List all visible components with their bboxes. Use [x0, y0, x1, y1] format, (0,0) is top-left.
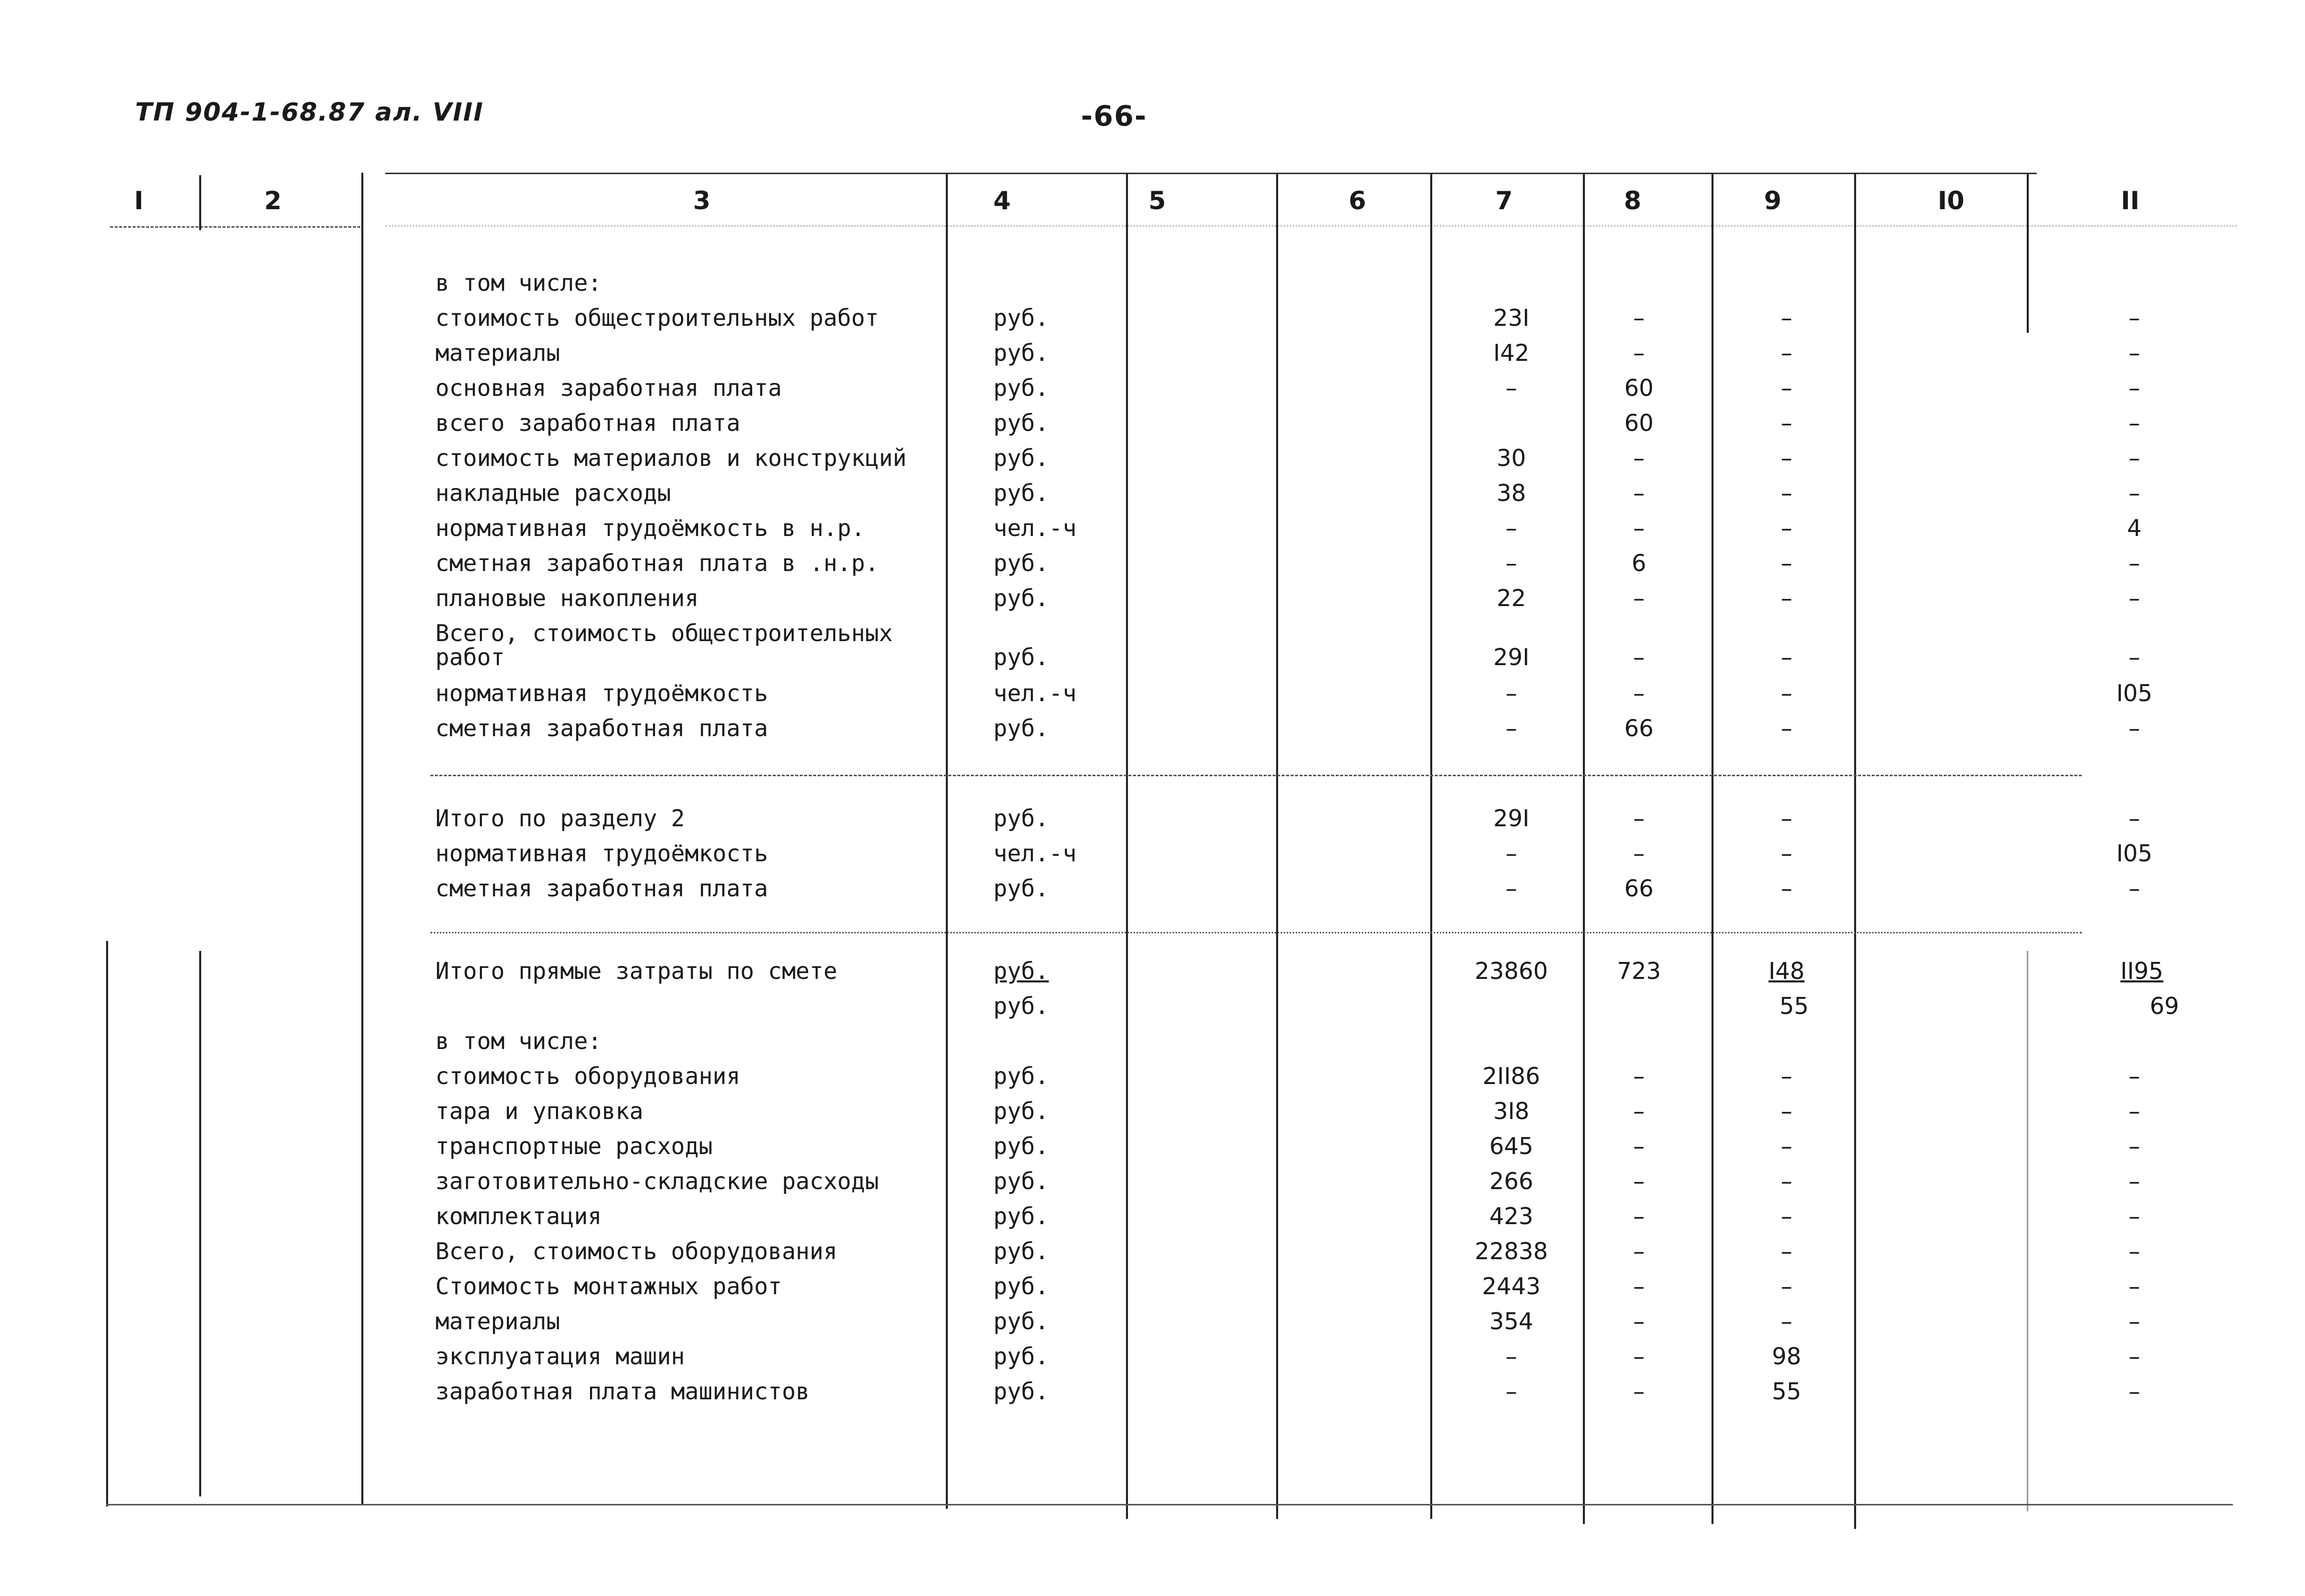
- item-name: в том числе:: [435, 1027, 602, 1054]
- table-row: [0, 1304, 2305, 1339]
- table-row: [0, 335, 2305, 370]
- value-col-9: –: [1781, 374, 1793, 401]
- value-col-9: –: [1781, 875, 1793, 902]
- value-col-11: –: [2128, 1273, 2140, 1300]
- item-name: накладные расходы: [435, 479, 671, 506]
- item-name: нормативная трудоёмкость: [435, 680, 768, 707]
- item-name: комплектация: [435, 1203, 602, 1230]
- value-col-8: 723: [1617, 957, 1661, 984]
- item-name: стоимость оборудования: [435, 1062, 741, 1090]
- item-unit: руб.: [993, 1062, 1049, 1090]
- value-col-9: –: [1781, 1203, 1793, 1230]
- item-name-line-2: работ: [435, 644, 505, 671]
- item-name: плановые накопления: [435, 585, 699, 612]
- item-name: Итого прямые затраты по смете: [435, 957, 838, 984]
- value-col-8: 6: [1631, 550, 1646, 577]
- item-name: в том числе:: [435, 269, 602, 296]
- value-col-9-denominator: 55: [1779, 992, 1809, 1019]
- value-col-11: –: [2128, 339, 2140, 366]
- item-unit: руб.: [993, 1343, 1049, 1370]
- value-col-7: 30: [1496, 444, 1526, 471]
- value-col-11: –: [2128, 304, 2140, 331]
- item-name: сметная заработная плата: [435, 715, 768, 742]
- page-number: -66-: [1081, 100, 1147, 133]
- value-col-9: –: [1781, 444, 1793, 471]
- value-col-7: 3I8: [1493, 1098, 1530, 1125]
- item-unit: руб.: [993, 805, 1049, 832]
- value-col-8: –: [1633, 585, 1645, 612]
- value-col-7: –: [1505, 1378, 1517, 1405]
- value-col-11: –: [2128, 1133, 2140, 1160]
- document-code: ТП 904-1-68.87 ал. VIII: [135, 98, 484, 127]
- header-rule: [385, 225, 2237, 227]
- value-col-8: 66: [1624, 875, 1654, 902]
- value-col-8: –: [1633, 1308, 1645, 1335]
- value-col-11: –: [2128, 585, 2140, 612]
- item-name: нормативная трудоёмкость: [435, 840, 768, 867]
- item-unit: руб.: [993, 715, 1049, 742]
- value-col-7: 2II86: [1482, 1062, 1540, 1090]
- value-col-8: –: [1633, 444, 1645, 471]
- separator-after-section-total: [430, 932, 2082, 933]
- value-col-11: I05: [2116, 840, 2153, 867]
- item-unit: руб.: [993, 644, 1049, 671]
- item-unit: руб.: [993, 304, 1049, 331]
- value-col-8: –: [1633, 1062, 1645, 1090]
- table-row: [0, 1199, 2305, 1234]
- value-col-9: –: [1781, 644, 1793, 671]
- value-col-9: –: [1781, 680, 1793, 707]
- item-name: транспортные расходы: [435, 1133, 713, 1160]
- column-header-2: 2: [264, 186, 282, 215]
- table-row: [0, 265, 2305, 300]
- value-col-9: –: [1781, 805, 1793, 832]
- value-col-8: –: [1633, 840, 1645, 867]
- item-name: эксплуатация машин: [435, 1343, 685, 1370]
- value-col-8: 60: [1624, 374, 1654, 401]
- column-header-6: 6: [1349, 186, 1366, 215]
- value-col-9: –: [1781, 304, 1793, 331]
- item-name: основная заработная плата: [435, 374, 782, 401]
- value-col-8: 66: [1624, 715, 1654, 742]
- column-header-8: 8: [1624, 186, 1641, 215]
- value-col-11: –: [2128, 550, 2140, 577]
- table-row: [0, 1374, 2305, 1409]
- item-name: Итого по разделу 2: [435, 805, 685, 832]
- value-col-8: –: [1633, 479, 1645, 506]
- item-unit: руб.: [993, 374, 1049, 401]
- value-col-9: –: [1781, 1098, 1793, 1125]
- value-col-11: –: [2128, 1378, 2140, 1405]
- table-row: [0, 300, 2305, 335]
- item-name: стоимость материалов и конструкций: [435, 444, 907, 471]
- value-col-8: –: [1633, 1168, 1645, 1195]
- item-unit: руб.: [993, 1168, 1049, 1195]
- item-name: материалы: [435, 339, 560, 366]
- value-col-8: –: [1633, 339, 1645, 366]
- item-unit: руб.: [993, 1238, 1049, 1265]
- table-row: [0, 676, 2305, 711]
- table-row: [0, 1023, 2305, 1058]
- item-name: сметная заработная плата в .н.р.: [435, 550, 879, 577]
- item-unit: руб.: [993, 1378, 1049, 1405]
- table-row: [0, 440, 2305, 475]
- value-col-9: –: [1781, 479, 1793, 506]
- item-unit: руб.: [993, 1273, 1049, 1300]
- column-divider-1-2: [199, 175, 201, 230]
- table-bottom-rule: [106, 1504, 2233, 1505]
- value-col-7: 29I: [1493, 805, 1530, 832]
- table-row: [0, 1269, 2305, 1304]
- value-col-11: –: [2128, 1168, 2140, 1195]
- item-unit: руб.: [993, 585, 1049, 612]
- value-col-7: 23860: [1474, 957, 1548, 984]
- value-col-9: –: [1781, 339, 1793, 366]
- column-header-10: I0: [1938, 186, 1965, 215]
- table-row: [0, 871, 2305, 906]
- value-col-11: –: [2128, 1238, 2140, 1265]
- column-header-3: 3: [693, 186, 711, 215]
- value-col-9: –: [1781, 1273, 1793, 1300]
- column-header-7: 7: [1495, 186, 1513, 215]
- value-col-7: 423: [1489, 1203, 1533, 1230]
- value-col-7: –: [1505, 374, 1517, 401]
- value-col-7: –: [1505, 550, 1517, 577]
- item-unit-second: руб.: [993, 992, 1049, 1019]
- separator-after-wage: [430, 775, 2082, 776]
- value-col-7: –: [1505, 680, 1517, 707]
- table-row: [0, 405, 2305, 440]
- column-header-4: 4: [993, 186, 1011, 215]
- value-col-7: 22: [1496, 585, 1526, 612]
- item-unit: руб.: [993, 444, 1049, 471]
- value-col-9: –: [1781, 840, 1793, 867]
- item-unit: руб.: [993, 550, 1049, 577]
- item-name-line-1: Всего, стоимость общестроительных: [435, 620, 893, 647]
- value-col-7: 38: [1496, 479, 1526, 506]
- value-col-8: –: [1633, 1203, 1645, 1230]
- item-name: заработная плата машинистов: [435, 1378, 810, 1405]
- table-row: [0, 546, 2305, 581]
- value-col-11: –: [2128, 644, 2140, 671]
- value-col-11: –: [2128, 715, 2140, 742]
- item-name: Стоимость монтажных работ: [435, 1273, 782, 1300]
- value-col-8: –: [1633, 1273, 1645, 1300]
- value-col-8: –: [1633, 644, 1645, 671]
- item-unit: руб.: [993, 1133, 1049, 1160]
- table-row: [0, 370, 2305, 405]
- value-col-7: 266: [1489, 1168, 1533, 1195]
- value-col-8: –: [1633, 1133, 1645, 1160]
- value-col-9: –: [1781, 1133, 1793, 1160]
- value-col-7: –: [1505, 875, 1517, 902]
- value-col-11: –: [2128, 1343, 2140, 1370]
- value-col-8: –: [1633, 1378, 1645, 1405]
- value-col-11: –: [2128, 875, 2140, 902]
- value-col-7: –: [1505, 514, 1517, 542]
- item-name: Всего, стоимость оборудования: [435, 1238, 838, 1265]
- value-col-7: –: [1505, 715, 1517, 742]
- table-row: [0, 581, 2305, 616]
- value-col-11: I05: [2116, 680, 2153, 707]
- item-unit: руб.: [993, 409, 1049, 436]
- item-name: нормативная трудоёмкость в н.р.: [435, 514, 865, 542]
- value-col-9: –: [1781, 550, 1793, 577]
- table-row: [0, 1234, 2305, 1269]
- table-row-direct-costs: [0, 953, 2305, 988]
- item-name: тара и упаковка: [435, 1098, 644, 1125]
- value-col-11: 4: [2127, 514, 2142, 542]
- value-col-11: –: [2128, 805, 2140, 832]
- value-col-8: –: [1633, 680, 1645, 707]
- value-col-9: –: [1781, 514, 1793, 542]
- value-col-9: –: [1781, 1062, 1793, 1090]
- value-col-7: 23I: [1493, 304, 1530, 331]
- value-col-9-numerator: I48: [1768, 957, 1805, 984]
- header-rule-left: [110, 226, 360, 228]
- item-unit: чел.-ч: [993, 840, 1077, 867]
- table-row-direct-costs-second: [0, 988, 2305, 1023]
- item-name: сметная заработная плата: [435, 875, 768, 902]
- value-col-11: –: [2128, 374, 2140, 401]
- value-col-9: 98: [1772, 1343, 1802, 1370]
- table-row: [0, 1164, 2305, 1199]
- value-col-11: –: [2128, 444, 2140, 471]
- table-row: [0, 801, 2305, 836]
- item-name: заготовительно-складские расходы: [435, 1168, 879, 1195]
- table-row: [0, 510, 2305, 546]
- value-col-9: –: [1781, 585, 1793, 612]
- value-col-9: –: [1781, 409, 1793, 436]
- value-col-8: –: [1633, 1238, 1645, 1265]
- value-col-7: 645: [1489, 1133, 1533, 1160]
- value-col-8: –: [1633, 1343, 1645, 1370]
- table-row: [0, 1058, 2305, 1094]
- value-col-7: 29I: [1493, 644, 1530, 671]
- value-col-11: –: [2128, 409, 2140, 436]
- value-col-11: –: [2128, 1098, 2140, 1125]
- item-unit: руб.: [993, 1203, 1049, 1230]
- item-unit: руб.: [993, 957, 1049, 984]
- value-col-9: 55: [1772, 1378, 1802, 1405]
- table-row: [0, 1129, 2305, 1164]
- item-unit: чел.-ч: [993, 514, 1077, 542]
- item-unit: чел.-ч: [993, 680, 1077, 707]
- value-col-11-numerator: II95: [2120, 957, 2163, 984]
- value-col-8: –: [1633, 304, 1645, 331]
- value-col-8: –: [1633, 514, 1645, 542]
- item-name: всего заработная плата: [435, 409, 741, 436]
- table-row: [0, 711, 2305, 746]
- value-col-7: I42: [1493, 339, 1530, 366]
- value-col-8: –: [1633, 805, 1645, 832]
- column-header-1: I: [134, 186, 144, 215]
- value-col-11-denominator: 69: [2149, 992, 2179, 1019]
- value-col-9: –: [1781, 1168, 1793, 1195]
- item-unit: руб.: [993, 479, 1049, 506]
- value-col-11: –: [2128, 1203, 2140, 1230]
- table-row: [0, 1094, 2305, 1129]
- item-unit: руб.: [993, 875, 1049, 902]
- column-header-11: II: [2121, 186, 2140, 215]
- value-col-9: –: [1781, 715, 1793, 742]
- table-row-total-works: [0, 640, 2305, 675]
- value-col-11: –: [2128, 479, 2140, 506]
- table-row: [0, 1339, 2305, 1374]
- value-col-7: –: [1505, 1343, 1517, 1370]
- table-row: [0, 836, 2305, 871]
- item-name: материалы: [435, 1308, 560, 1335]
- value-col-11: –: [2128, 1062, 2140, 1090]
- value-col-7: 22838: [1474, 1238, 1548, 1265]
- value-col-9: –: [1781, 1238, 1793, 1265]
- item-unit: руб.: [993, 1098, 1049, 1125]
- column-header-5: 5: [1148, 186, 1166, 215]
- value-col-9: –: [1781, 1308, 1793, 1335]
- value-col-8: –: [1633, 1098, 1645, 1125]
- value-col-7: 354: [1489, 1308, 1533, 1335]
- column-header-9: 9: [1764, 186, 1782, 215]
- item-unit: руб.: [993, 1308, 1049, 1335]
- table-row: [0, 475, 2305, 510]
- item-name: стоимость общестроительных работ: [435, 304, 879, 331]
- value-col-8: 60: [1624, 409, 1654, 436]
- table-top-rule: [385, 173, 2037, 174]
- value-col-11: –: [2128, 1308, 2140, 1335]
- value-col-7: 2443: [1482, 1273, 1541, 1300]
- value-col-7: –: [1505, 840, 1517, 867]
- item-unit: руб.: [993, 339, 1049, 366]
